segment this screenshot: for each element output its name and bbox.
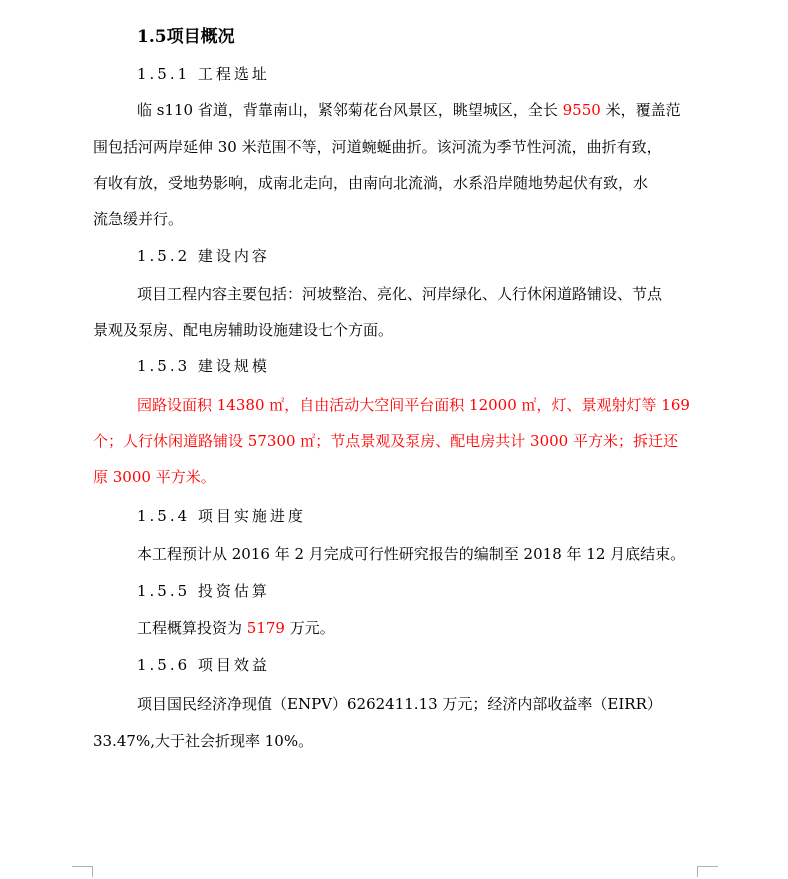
length-value: 9550 — [562, 101, 601, 119]
heading-benefits: 1.5.6 项目效益 — [137, 656, 270, 674]
text-run: 米，覆盖范 — [600, 101, 681, 119]
paragraph-line: 33.47%,大于社会折现率 10%。 — [93, 732, 314, 750]
paragraph-line: 有收有放，受地势影响，成南北走向，由南向北流淌，水系沿岸随地势起伏有致，水 — [93, 174, 649, 192]
paragraph-line-red: 原 3000 平方米。 — [93, 468, 216, 486]
paragraph-line-red: 园路设面积 14380 ㎡，自由活动大空间平台面积 12000 ㎡，灯、景观射灯等 169 — [137, 396, 690, 414]
page-corner-mark-left — [72, 866, 93, 877]
paragraph-line: 围包括河两岸延伸 30 米范围不等，河道蜿蜒曲折。该河流为季节性河流，曲折有致， — [93, 138, 662, 156]
heading-construction-content: 1.5.2 建设内容 — [137, 247, 270, 265]
paragraph-line-red: 个；人行休闲道路铺设 57300 ㎡；节点景观及泵房、配电房共计 3000 平方米；拆迁还 — [93, 432, 678, 450]
paragraph-line: 流急缓并行。 — [93, 210, 184, 228]
section-title: 1.5项目概况 — [137, 27, 235, 47]
paragraph-line — [137, 618, 335, 638]
text-run: 万元。 — [284, 619, 335, 637]
paragraph-line: 项目国民经济净现值（ENPV）6262411.13 万元；经济内部收益率（EIRR） — [137, 695, 662, 713]
heading-investment: 1.5.5 投资估算 — [137, 582, 270, 600]
text-run: 临 s110 省道，背靠南山，紧邻菊花台风景区，眺望城区，全长 — [137, 101, 563, 119]
text-run: 工程概算投资为 — [137, 619, 247, 637]
paragraph-line: 景观及泵房、配电房辅助设施建设七个方面。 — [93, 321, 394, 339]
page-corner-mark-right — [697, 866, 718, 877]
heading-schedule: 1.5.4 项目实施进度 — [137, 507, 306, 525]
investment-value: 5179 — [246, 619, 285, 637]
paragraph-line: 项目工程内容主要包括：河坡整治、亮化、河岸绿化、人行休闲道路铺设、节点 — [137, 285, 663, 303]
paragraph-line — [137, 100, 681, 120]
paragraph-line: 本工程预计从 2016 年 2 月完成可行性研究报告的编制至 2018 年 12 月底结束。 — [137, 545, 686, 563]
heading-construction-scale: 1.5.3 建设规模 — [137, 357, 270, 375]
heading-site-selection: 1.5.1 工程选址 — [137, 65, 270, 83]
